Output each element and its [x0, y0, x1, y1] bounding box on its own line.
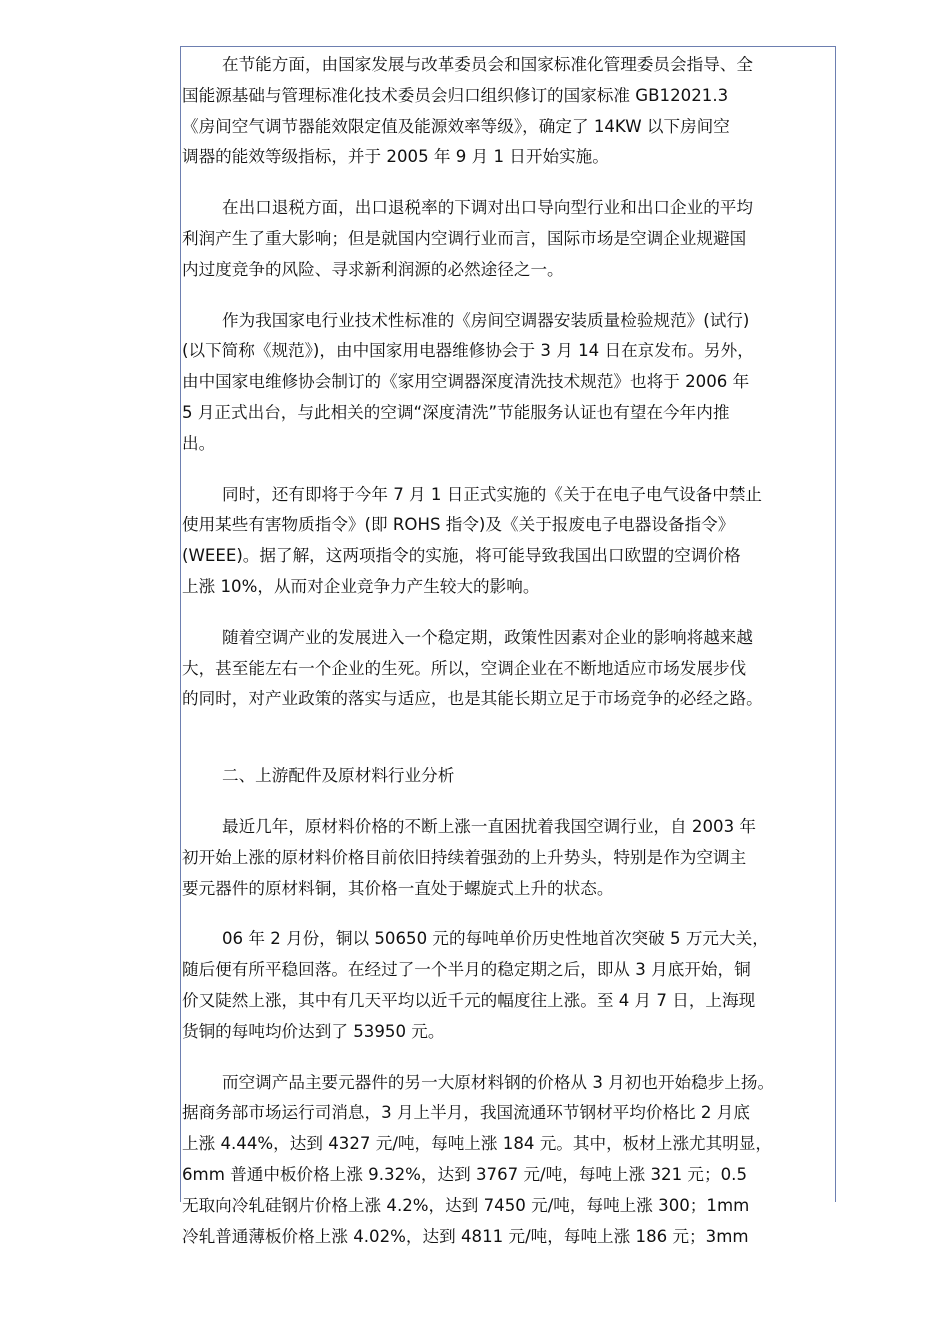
- document-body: [182, 50, 838, 1252]
- text-line: 《房间空气调节器能效限定值及能源效率等级》，确定了 14KW 以下房间空: [182, 116, 730, 136]
- paragraph-installation-standard: [182, 306, 838, 460]
- paragraph-raw-material-prices: [182, 812, 838, 904]
- text-line: (以下简称《规范》)，由中国家用电器维修协会于 3 月 14 日在京发布。另外，: [182, 341, 754, 361]
- text-line: 无取向冷轧硅钢片价格上涨 4.2%，达到 7450 元/吨，每吨上涨 300；1mm: [182, 1195, 750, 1215]
- text-line: 最近几年，原材料价格的不断上涨一直困扰着我国空调行业，自 2003 年: [222, 816, 756, 836]
- text-line: 利润产生了重大影响；但是就国内空调行业而言，国际市场是空调企业规避国: [182, 228, 747, 248]
- text-line: 货铜的每吨均价达到了 53950 元。: [182, 1021, 445, 1041]
- text-line: 冷轧普通薄板价格上涨 4.02%，达到 4811 元/吨，每吨上涨 186 元；3mm: [182, 1226, 749, 1246]
- text-line: 使用某些有害物质指令》(即 ROHS 指令)及《关于报废电子电器设备指令》: [182, 515, 735, 535]
- text-line: 在出口退税方面，出口退税率的下调对出口导向型行业和出口企业的平均: [222, 198, 753, 218]
- text-line: 据商务部市场运行司消息，3 月上半月，我国流通环节钢材平均价格比 2 月底: [182, 1103, 750, 1123]
- text-line: 06 年 2 月份，铜以 50650 元的每吨单价历史性地首次突破 5 万元大关，: [222, 929, 769, 949]
- text-line: 由中国家电维修协会制订的《家用空调器深度清洗技术规范》也将于 2006 年: [182, 372, 750, 392]
- text-line: 上涨 10%，从而对企业竞争力产生较大的影响。: [182, 576, 540, 596]
- paragraph-rohs-weee: [182, 480, 838, 603]
- text-line: 5 月正式出台，与此相关的空调“深度清洗”节能服务认证也有望在今年内推: [182, 402, 730, 422]
- paragraph-energy-saving: [182, 50, 838, 173]
- text-line: 随着空调产业的发展进入一个稳定期，政策性因素对企业的影响将越来越: [222, 627, 753, 647]
- text-line: 初开始上涨的原材料价格目前依旧持续着强劲的上升势头，特别是作为空调主: [182, 847, 747, 867]
- paragraph-policy-factors: [182, 623, 838, 715]
- text-line: 价又陡然上涨，其中有几天平均以近千元的幅度往上涨。至 4 月 7 日，上海现: [182, 990, 756, 1010]
- section-heading: [182, 761, 838, 792]
- text-line: 同时，还有即将于今年 7 月 1 日正式实施的《关于在电子电气设备中禁止: [222, 484, 763, 504]
- section-heading-text: 二、上游配件及原材料行业分析: [222, 766, 455, 786]
- text-line: 作为我国家电行业技术性标准的《房间空调器安装质量检验规范》(试行): [222, 310, 750, 330]
- paragraph-steel-price: [182, 1068, 838, 1253]
- text-line: 6mm 普通中板价格上涨 9.32%，达到 3767 元/吨，每吨上涨 321 元；0.5: [182, 1164, 748, 1184]
- text-line: 出。: [182, 433, 216, 453]
- text-line: 的同时，对产业政策的落实与适应，也是其能长期立足于市场竞争的必经之路。: [182, 689, 763, 709]
- text-line: 国能源基础与管理标准化技术委员会归口组织修订的国家标准 GB12021.3: [182, 85, 729, 105]
- text-line: 上涨 4.44%，达到 4327 元/吨，每吨上涨 184 元。其中，板材上涨尤其明显，: [182, 1134, 773, 1154]
- text-line: 调器的能效等级指标，并于 2005 年 9 月 1 日开始实施。: [182, 147, 609, 167]
- text-line: (WEEE)。据了解，这两项指令的实施，将可能导致我国出口欧盟的空调价格: [182, 546, 741, 566]
- text-line: 要元器件的原材料铜，其价格一直处于螺旋式上升的状态。: [182, 878, 614, 898]
- text-line: 而空调产品主要元器件的另一大原材料钢的价格从 3 月初也开始稳步上扬。: [222, 1072, 775, 1092]
- paragraph-copper-price: [182, 924, 838, 1047]
- text-line: 在节能方面，由国家发展与改革委员会和国家标准化管理委员会指导、全: [222, 55, 753, 74]
- paragraph-export-tax: [182, 193, 838, 285]
- text-line: 大，甚至能左右一个企业的生死。所以，空调企业在不断地适应市场发展步伐: [182, 658, 747, 678]
- text-line: 随后便有所平稳回落。在经过了一个半月的稳定期之后，即从 3 月底开始，铜: [182, 960, 751, 980]
- text-line: 内过度竞争的风险、寻求新利润源的必然途径之一。: [182, 259, 564, 279]
